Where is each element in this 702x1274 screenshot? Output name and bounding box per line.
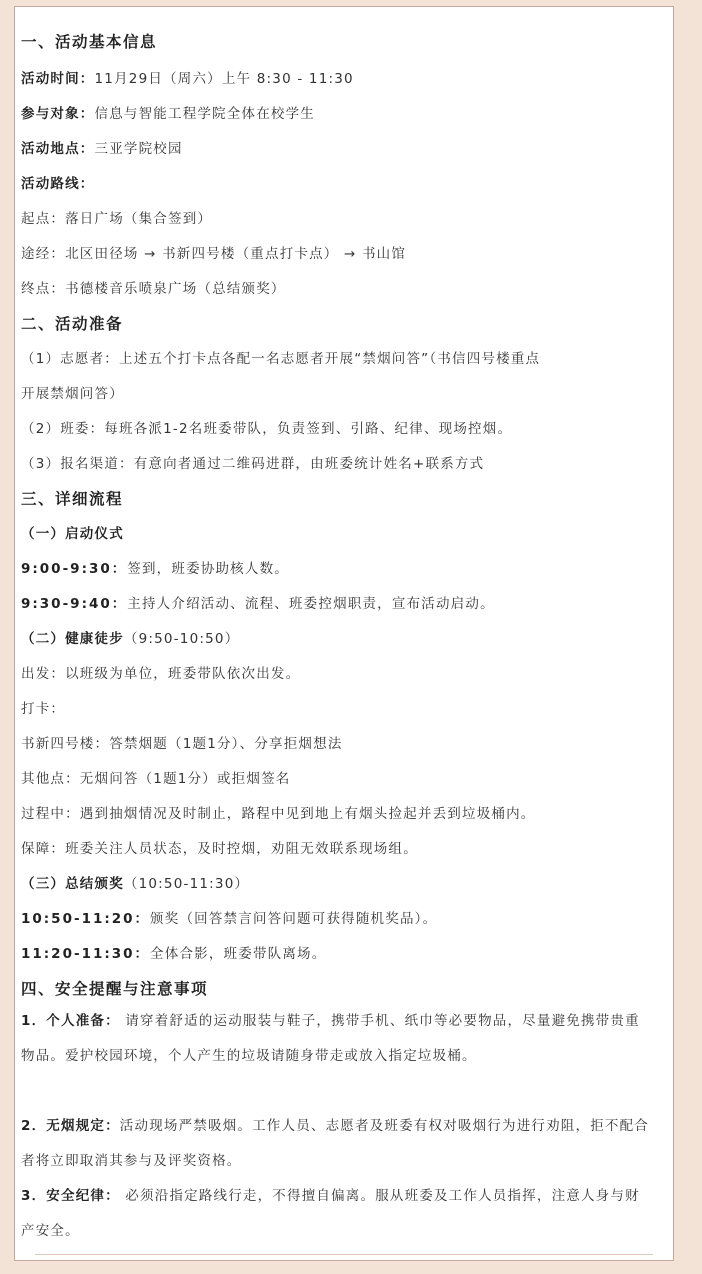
walk-checkin-label: 打卡： [21, 701, 66, 717]
section-heading-safety: 四、安全提醒与注意事项 [21, 980, 209, 998]
route-via: 途经：北区田径场 → 书新四号楼（重点打卡点） → 书山馆 [21, 246, 407, 262]
schedule-time: 9:30-9:40： [21, 596, 128, 612]
activity-audience [21, 102, 315, 122]
activity-audience-label: 参与对象： [21, 106, 95, 122]
activity-location [21, 137, 183, 157]
prep-class-committee: （2）班委：每班各派1-2名班委带队，负责签到、引路、纪律、现场控烟。 [21, 421, 513, 437]
subsection-healthy-walk [21, 627, 239, 647]
schedule-time: 10:50-11:20： [21, 911, 151, 927]
walk-guarantee: 保障：班委关注人员状态，及时控烟，劝阻无效联系现场组。 [21, 841, 418, 857]
subsection-time: （9:50-10:50） [123, 631, 240, 647]
section-heading-detailed-flow: 三、详细流程 [21, 490, 124, 508]
safety-item-label: 1．个人准备： [21, 1013, 120, 1029]
section-heading-preparation: 二、活动准备 [21, 315, 124, 333]
route-start: 起点：落日广场（集合签到） [21, 211, 213, 227]
schedule-text: 颁奖（回答禁言问答问题可获得随机奖品）。 [150, 911, 438, 927]
activity-time-label: 活动时间： [21, 71, 95, 87]
schedule-item [21, 557, 289, 577]
activity-time [21, 67, 354, 87]
safety-discipline [21, 1179, 651, 1249]
walk-checkin-building: 书新四号楼：答禁烟题（1题1分）、分享拒烟想法 [21, 736, 343, 752]
subsection-awards [21, 872, 249, 892]
safety-item-text: 请穿着舒适的运动服装与鞋子，携带手机、纸巾等必要物品，尽量避免携带贵重物品。爱护校园环境，个人产生的垃圾请随身带走或放入指定垃圾桶。 [21, 1013, 640, 1064]
subsection-title: （二）健康徒步 [21, 631, 124, 647]
activity-time-value: 11月29日（周六）上午 8:30 - 11:30 [94, 71, 354, 87]
activity-route-label: 活动路线： [21, 176, 95, 192]
activity-location-label: 活动地点： [21, 141, 95, 157]
safety-item-label: 3．安全纪律： [21, 1188, 120, 1204]
safety-item-label: 2．无烟规定： [21, 1118, 120, 1134]
safety-no-smoking [21, 1109, 651, 1179]
activity-audience-value: 信息与智能工程学院全体在校学生 [94, 106, 315, 122]
prep-volunteers-line1: （1）志愿者：上述五个打卡点各配一名志愿者开展“禁烟问答”（书信四号楼重点 [21, 351, 541, 367]
schedule-time: 9:00-9:30： [21, 561, 128, 577]
route-end: 终点：书德楼音乐喷泉广场（总结颁奖） [21, 281, 286, 297]
activity-location-value: 三亚学院校园 [94, 141, 183, 157]
bottom-divider [35, 1254, 653, 1255]
safety-item-text: 必须沿指定路线行走，不得擅自偏离。服从班委及工作人员指挥，注意人身与财产安全。 [21, 1188, 640, 1239]
safety-item-text: 活动现场严禁吸烟。工作人员、志愿者及班委有权对吸烟行为进行劝阻，拒不配合者将立即取消其参与及评奖资格。 [21, 1118, 649, 1169]
subsection-opening-ceremony: （一）启动仪式 [21, 526, 124, 542]
subsection-time: （10:50-11:30） [123, 876, 250, 892]
walk-process: 过程中：遇到抽烟情况及时制止，路程中见到地上有烟头捡起并丢到垃圾桶内。 [21, 806, 536, 822]
walk-checkin-other: 其他点：无烟问答（1题1分）或拒烟签名 [21, 771, 291, 787]
schedule-time: 11:20-11:30： [21, 946, 151, 962]
schedule-text: 签到，班委协助核人数。 [127, 561, 289, 577]
prep-registration: （3）报名渠道：有意向者通过二维码进群，由班委统计姓名+联系方式 [21, 456, 485, 472]
prep-volunteers-line2: 开展禁烟问答） [21, 386, 124, 402]
schedule-text: 全体合影，班委带队离场。 [150, 946, 327, 962]
schedule-item [21, 942, 326, 962]
schedule-text: 主持人介绍活动、流程、班委控烟职责，宣布活动启动。 [127, 596, 495, 612]
schedule-item [21, 592, 495, 612]
section-heading-basic-info: 一、活动基本信息 [21, 33, 158, 51]
safety-personal-prep [21, 1004, 651, 1074]
walk-departure: 出发：以班级为单位，班委带队依次出发。 [21, 666, 301, 682]
subsection-title: （三）总结颁奖 [21, 876, 124, 892]
schedule-item [21, 907, 437, 927]
